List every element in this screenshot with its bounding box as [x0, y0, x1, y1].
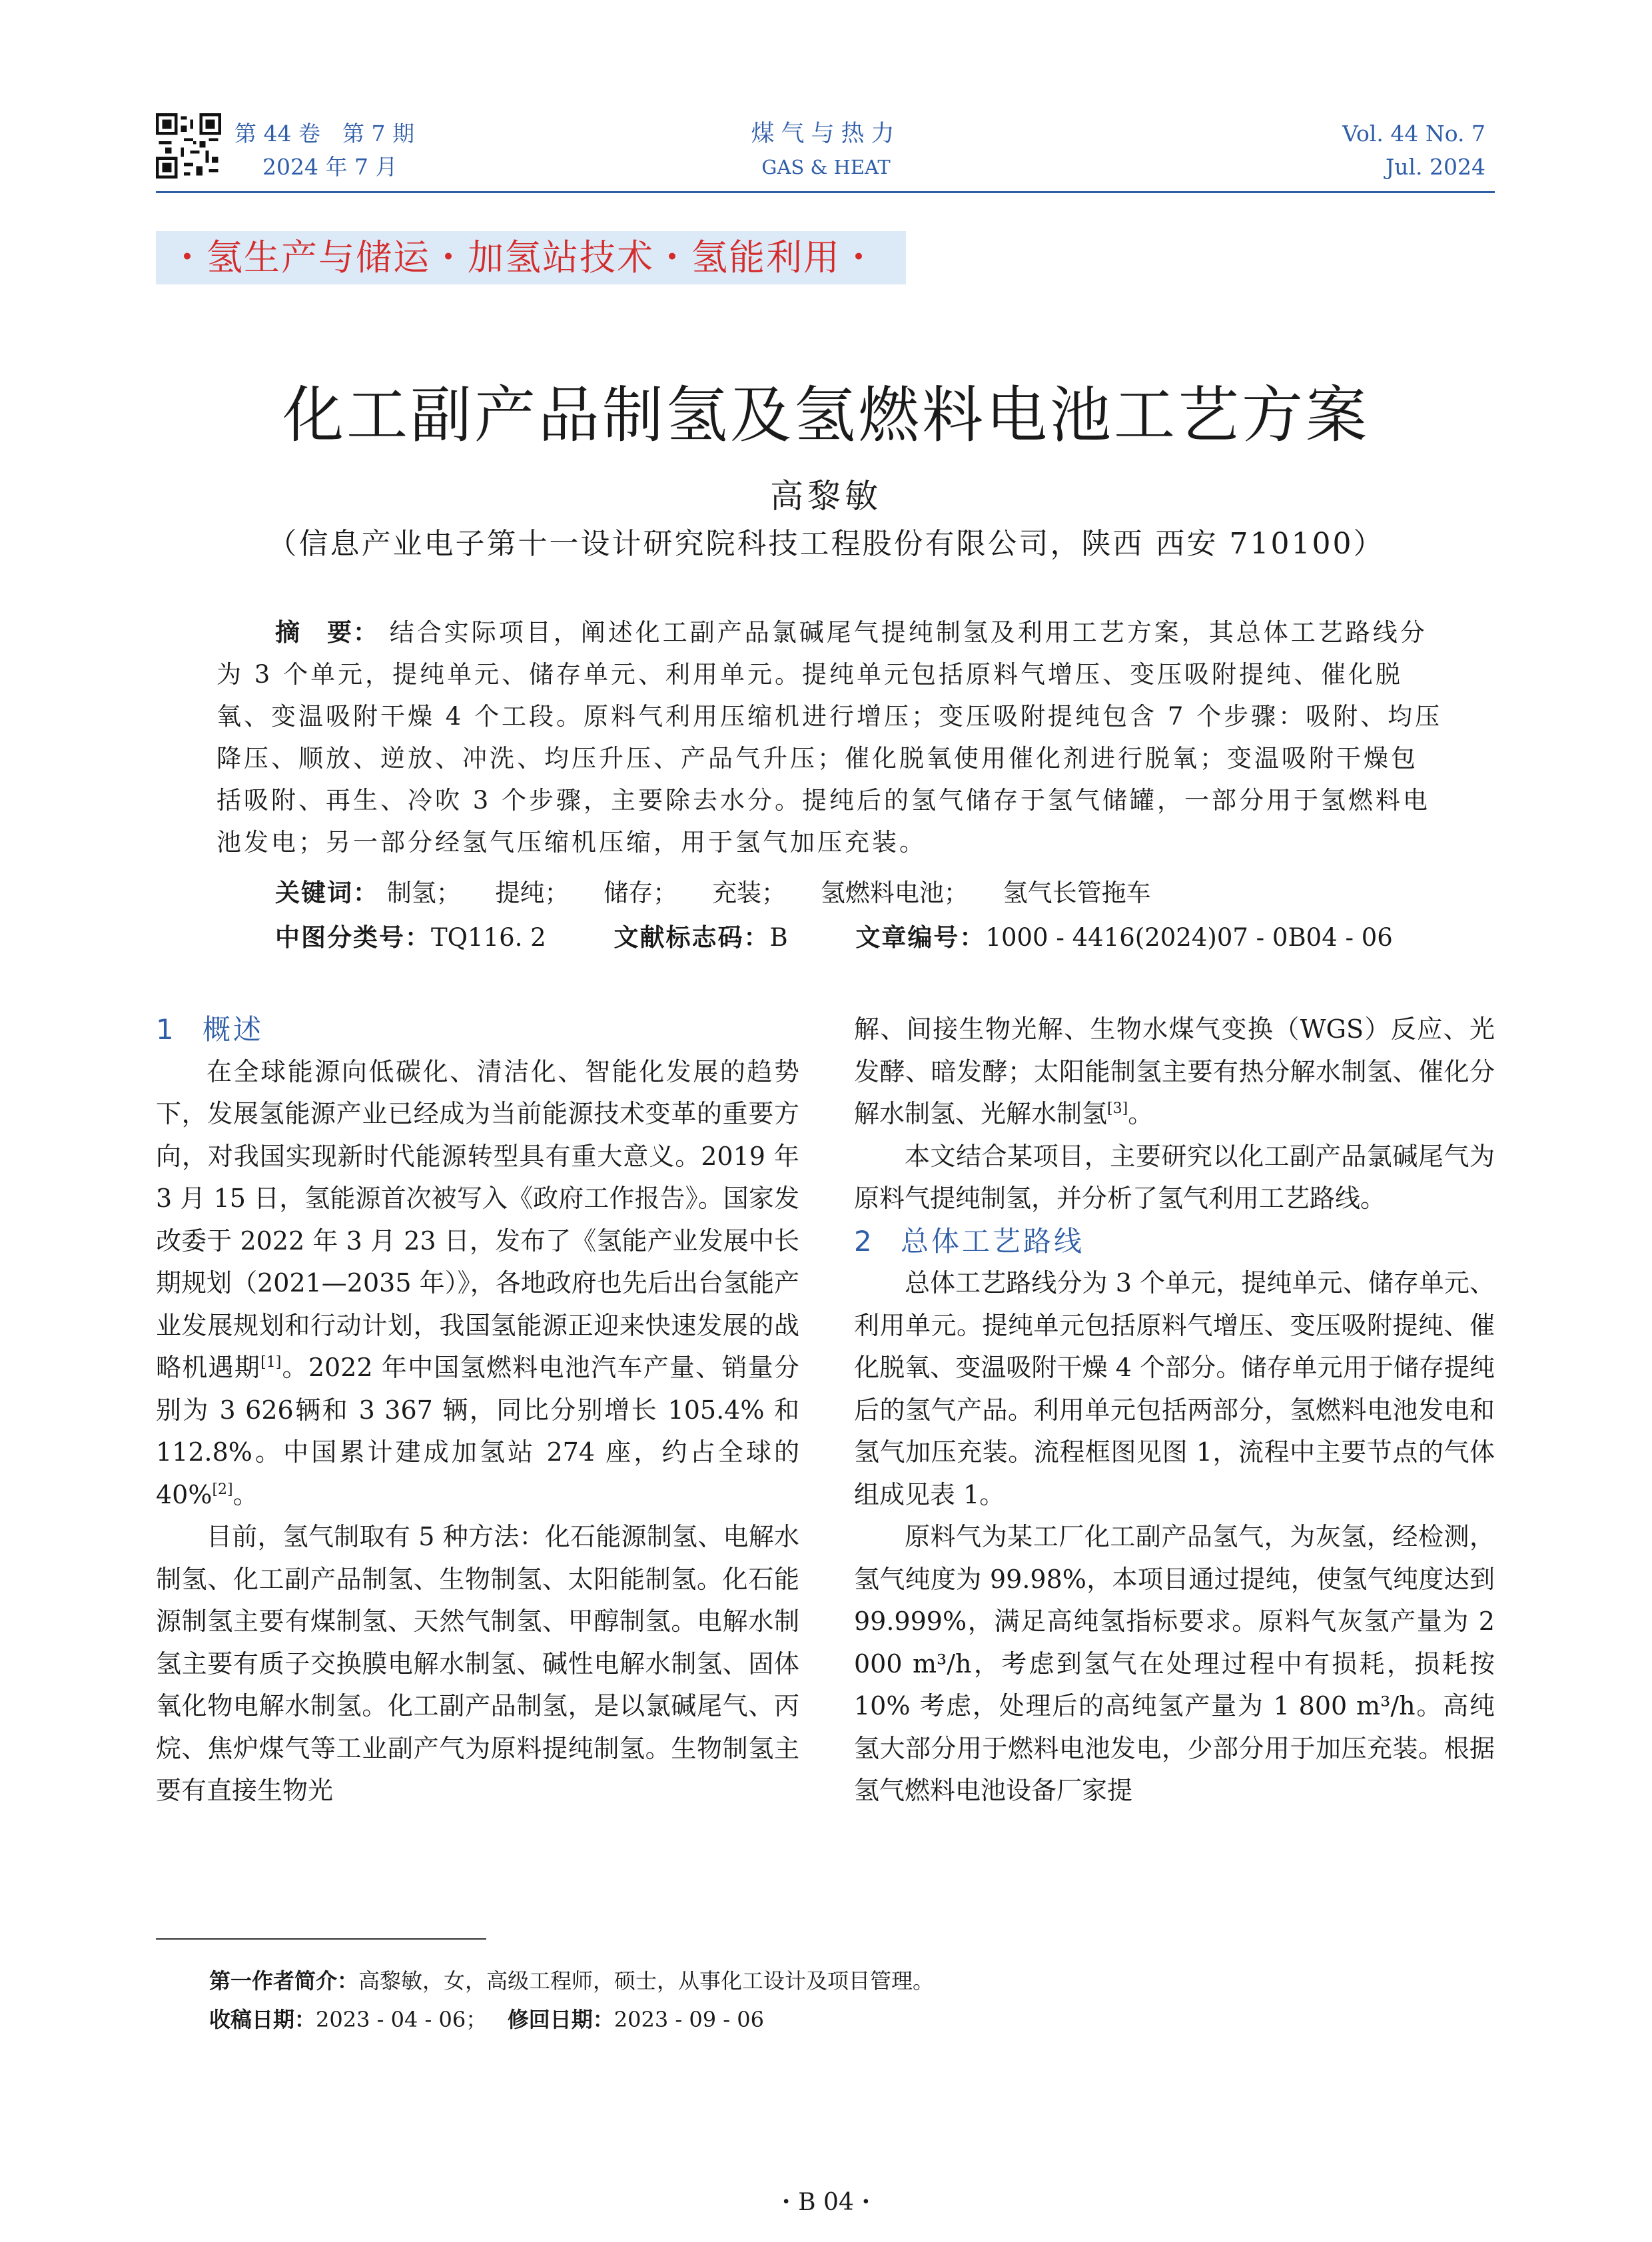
volume-en: Vol. 44 No. 7	[1342, 121, 1485, 147]
header-issue-en	[1342, 117, 1485, 184]
volume-cn: 第 44 卷 第 7 期	[234, 121, 414, 147]
dates: 收稿日期：2023 - 04 - 06； 修回日期：2023 - 09 - 06	[209, 2007, 764, 2032]
abstract-label: 摘 要：	[275, 618, 379, 647]
date-en: Jul. 2024	[1386, 154, 1485, 180]
paper-author: 高黎敏	[770, 477, 882, 516]
page-number: ・B 04・	[774, 2189, 878, 2216]
paragraph: 本文结合某项目，主要研究以化工副产品氯碱尾气为原料气提纯制氢，并分析了氢气利用工艺路线。	[854, 1141, 1495, 1213]
paragraph: 在全球能源向低碳化、清洁化、智能化发展的趋势下，发展氢能源产业已经成为当前能源技术变革的重要方向，对我国实现新时代能源转型具有重大意义。2019 年 3 月 15 日，氢能源首次被写入《政府工作报告》。国家发改委于 2022 年 3 月 23 日，发布了《氢能产业发展中长期规划（2021—2035 年）》，各地政府也先后出台氢能产业发展规划和行动计划，我国氢能源正迎来快速发展的战略机遇期[1]。2022 年中国氢燃料电池汽车产量、销量分别为 3 626辆和 3 367 辆，同比分别增长 105.4% 和 112.8%。中国累计建成加氢站 274 座，约占全球的 40%[2]。	[156, 1056, 799, 1509]
keyword-item: 充装；	[712, 879, 787, 907]
doc-code-label: 文献标志码：	[614, 923, 770, 952]
header-journal	[693, 117, 959, 184]
body-column-right	[854, 1008, 1495, 1812]
citation[interactable]: [1]	[260, 1354, 282, 1371]
date-cn: 2024 年 7 月	[262, 154, 398, 180]
keyword-item: 氢气长管拖车	[1003, 879, 1151, 907]
keywords-label: 关键词：	[275, 879, 379, 907]
header-divider	[156, 191, 1495, 193]
author-affiliation: （信息产业电子第十一设计研究院科技工程股份有限公司，陕西 西安 710100）	[267, 527, 1385, 561]
keyword-item: 氢燃料电池；	[820, 879, 969, 907]
keyword-item: 储存；	[604, 879, 678, 907]
author-bio: 第一作者简介：高黎敏，女，高级工程师，硕士，从事化工设计及项目管理。	[209, 1968, 935, 1994]
article-number-value: 1000 - 4416(2024)07 - 0B04 - 06	[985, 923, 1393, 952]
journal-name-cn: 煤气与热力	[751, 121, 901, 147]
paragraph: 目前，氢气制取有 5 种方法：化石能源制氢、电解水制氢、化工副产品制氢、生物制氢、太阳能制氢。化石能源制氢主要有煤制氢、天然气制氢、甲醇制氢。电解水制氢主要有质子交换膜电解水制氢、碱性电解水制氢、固体氧化物电解水制氢。化工副产品制氢，是以氯碱尾气、丙烷、焦炉煤气等工业副产气为原料提纯制氢。生物制氢主要有直接生物光	[156, 1522, 799, 1805]
header-volume	[234, 117, 414, 184]
footnote	[209, 1962, 934, 2039]
citation[interactable]: [2]	[212, 1481, 233, 1498]
paragraph: 原料气为某工厂化工副产品氢气，为灰氢，经检测，氢气纯度为 99.98%，本项目通过提纯，使氢气纯度达到 99.999%，满足高纯氢指标要求。原料气灰氢产量为 2 000 m³/h，考虑到氢气在处理过程中有损耗，损耗按 10% 考虑，处理后的高纯氢产量为 1 800 m³/h。高纯氢大部分用于燃料电池发电，少部分用于加压充装。根据氢气燃料电池设备厂家提	[854, 1522, 1495, 1805]
clc-value: TQ116. 2	[431, 923, 546, 952]
section-heading-1: 1 概述	[156, 1013, 264, 1046]
section-banner: ・氢生产与储运・加氢站技术・氢能利用・	[156, 231, 906, 284]
body-column-left	[156, 1008, 799, 1812]
journal-name-en: GAS & HEAT	[761, 156, 891, 179]
qr-code-icon	[156, 113, 221, 179]
classification-line	[275, 919, 1474, 956]
keywords	[275, 875, 1151, 912]
citation[interactable]: [3]	[1107, 1100, 1128, 1117]
article-number-label: 文章编号：	[855, 923, 986, 952]
paragraph: 解、间接生物光解、生物水煤气变换（WGS）反应、光发酵、暗发酵；太阳能制氢主要有热分解水制氢、催化分解水制氢、光解水制氢[3]。	[854, 1014, 1495, 1128]
paper-title: 化工副产品制氢及氢燃料电池工艺方案	[282, 380, 1370, 451]
clc-label: 中图分类号：	[275, 923, 431, 952]
section-heading-2: 2 总体工艺路线	[854, 1224, 1085, 1258]
keyword-item: 制氢；	[386, 879, 461, 907]
footnote-divider	[156, 1938, 486, 1940]
abstract-text: 结合实际项目，阐述化工副产品氯碱尾气提纯制氢及利用工艺方案，其总体工艺路线分为 3 个单元，提纯单元、储存单元、利用单元。提纯单元包括原料气增压、变压吸附提纯、催化脱氧、变温吸附干燥 4 个工段。原料气利用压缩机进行增压；变压吸附提纯包含 7 个步骤：吸附、均压降压、顺放、逆放、冲洗、均压升压、产品气升压；催化脱氧使用催化剂进行脱氧；变温吸附干燥包括吸附、再生、冷吹 3 个步骤，主要除去水分。提纯后的氢气储存于氢气储罐，一部分用于氢燃料电池发电；另一部分经氢气压缩机压缩，用于氢气加压充装。	[216, 618, 1443, 857]
paragraph: 总体工艺路线分为 3 个单元，提纯单元、储存单元、利用单元。提纯单元包括原料气增压、变压吸附提纯、催化脱氧、变温吸附干燥 4 个部分。储存单元用于储存提纯后的氢气产品。利用单元包括两部分，氢燃料电池发电和氢气加压充装。流程框图见图 1，流程中主要节点的气体组成见表 1。	[854, 1268, 1495, 1509]
abstract	[216, 611, 1444, 863]
doc-code-value: B	[769, 923, 788, 952]
keyword-item: 提纯；	[495, 879, 570, 907]
